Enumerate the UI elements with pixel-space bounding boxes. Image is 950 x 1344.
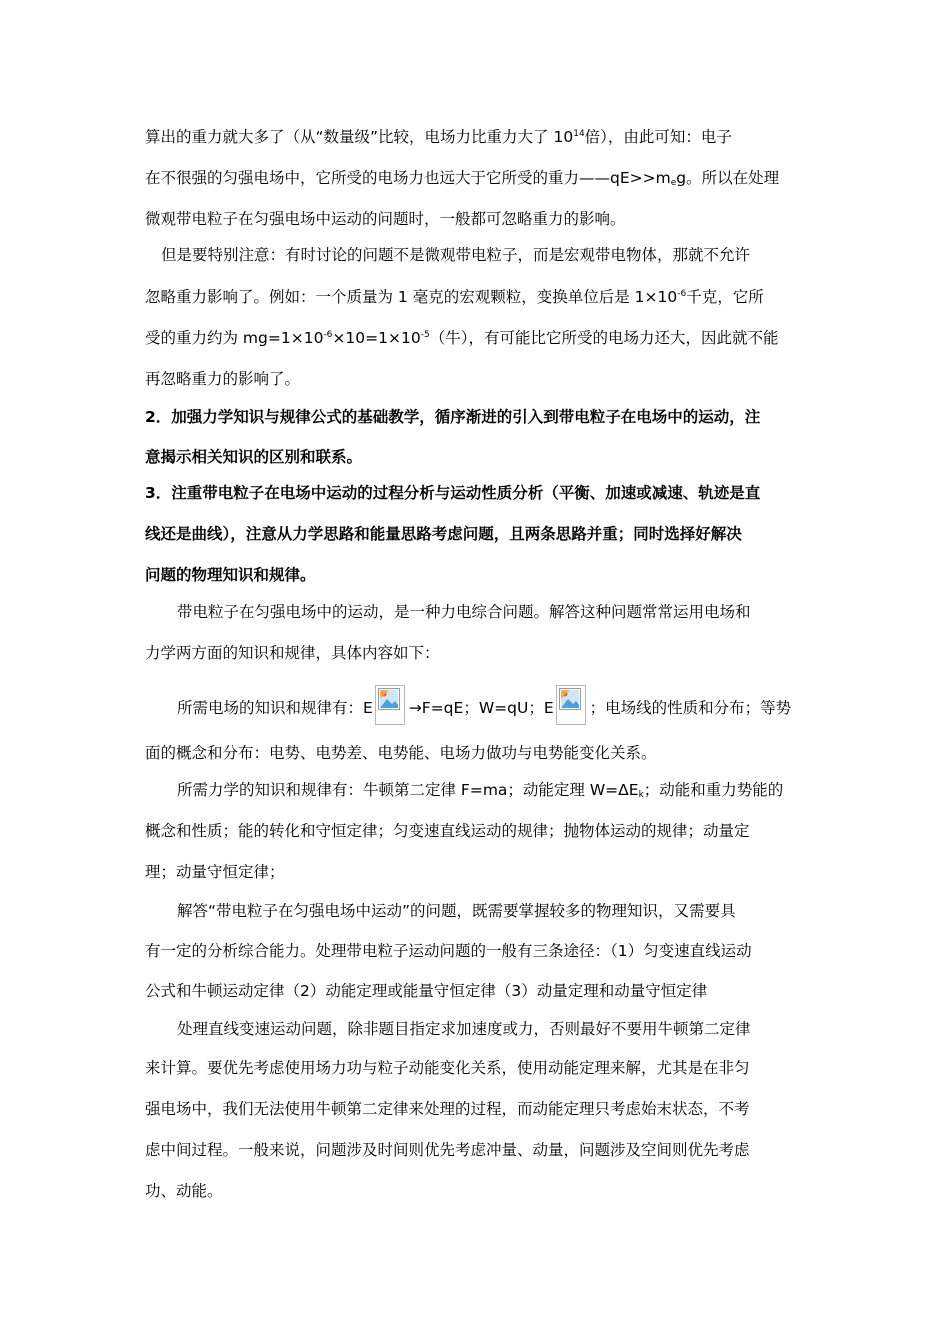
paragraph-line: 公式和牛顿运动定律（2）动能定理或能量守恒定律（3）动量定理和动量守恒定律 — [145, 982, 708, 1000]
broken-image-icon — [375, 685, 405, 725]
paragraph-line: 理；动量守恒定律； — [145, 863, 285, 881]
paragraph-line: 再忽略重力的影响了。 — [145, 370, 301, 388]
section-heading: 3．注重带电粒子在电场中运动的过程分析与运动性质分析（平衡、加速或减速、轨迹是直 — [145, 484, 761, 502]
paragraph-line: 力学两方面的知识和规律，具体内容如下： — [145, 644, 440, 662]
paragraph-line: 算出的重力就大多了（从“数量级”比较，电场力比重力大了 $10^{14}$倍），由此可知：电子 — [145, 128, 732, 146]
paragraph-line: 强电场中，我们无法使用牛顿第二定律来处理的过程，而动能定理只考虑始末状态，不考 — [145, 1100, 750, 1118]
paragraph-line: 有一定的分析综合能力。处理带电粒子运动问题的一般有三条途径：（1）匀变速直线运动 — [145, 942, 752, 960]
paragraph-line: 忽略重力影响了。例如：一个质量为 1 毫克的宏观颗粒，变换单位后是 $1\times 10^{-6}$千克，它所 — [145, 288, 764, 306]
paragraph-line: 虑中间过程。一般来说，问题涉及时间则优先考虑冲量、动量，问题涉及空间则优先考虑 — [145, 1141, 750, 1159]
paragraph-line: 来计算。要优先考虑使用场力功与粒子动能变化关系，使用动能定理来解，尤其是在非匀 — [145, 1059, 750, 1077]
paragraph-line: 在不很强的匀强电场中，它所受的电场力也远大于它所受的重力$——qE>>m_eg$。所以在处理 — [145, 169, 780, 188]
section-heading: 意揭示相关知识的区别和联系。 — [145, 448, 363, 466]
paragraph-line: 概念和性质；能的转化和守恒定律；匀变速直线运动的规律；抛物体运动的规律；动量定 — [145, 822, 750, 840]
broken-image-icon — [556, 685, 586, 725]
paragraph-line: 面的概念和分布：电势、电势差、电势能、电场力做功与电势能变化关系。 — [145, 744, 657, 762]
paragraph-line: 所需电场的知识和规律有：E →F=qE；W=qU；E ；电场线的性质和分布；等势 — [177, 685, 791, 719]
paragraph-line: 受的重力约为 $mg=1\times 10^{-6}\times 10=1\times 10^{-5}$（牛），有可能比它所受的电场力还大，因此就不能 — [145, 329, 779, 347]
section-heading: 问题的物理知识和规律。 — [145, 566, 316, 584]
section-heading: 线还是曲线），注意从力学思路和能量思路考虑问题，且两条思路并重；同时选择好解决 — [145, 525, 742, 543]
paragraph-line: 功、动能。 — [145, 1182, 223, 1200]
paragraph-line: 解答“带电粒子在匀强电场中运动”的问题，既需要掌握较多的物理知识，又需要具 — [177, 902, 736, 920]
paragraph-line: 带电粒子在匀强电场中的运动，是一种力电综合问题。解答这种问题常常运用电场和 — [177, 603, 751, 621]
section-heading: 2．加强力学知识与规律公式的基础教学，循序渐进的引入到带电粒子在电场中的运动，注 — [145, 408, 761, 426]
paragraph-line: 微观带电粒子在匀强电场中运动的问题时，一般都可忽略重力的影响。 — [145, 210, 626, 228]
paragraph-line: 但是要特别注意：有时讨论的问题不是微观带电粒子，而是宏观带电物体，那就不允许 — [161, 246, 751, 264]
paragraph-line: 处理直线变速运动问题，除非题目指定求加速度或力，否则最好不要用牛顿第二定律 — [177, 1020, 751, 1038]
paragraph-line: 所需力学的知识和规律有：牛顿第二定律 F=ma；动能定理 $W=\Delta E_k$；动能和重力势能的 — [177, 781, 784, 800]
